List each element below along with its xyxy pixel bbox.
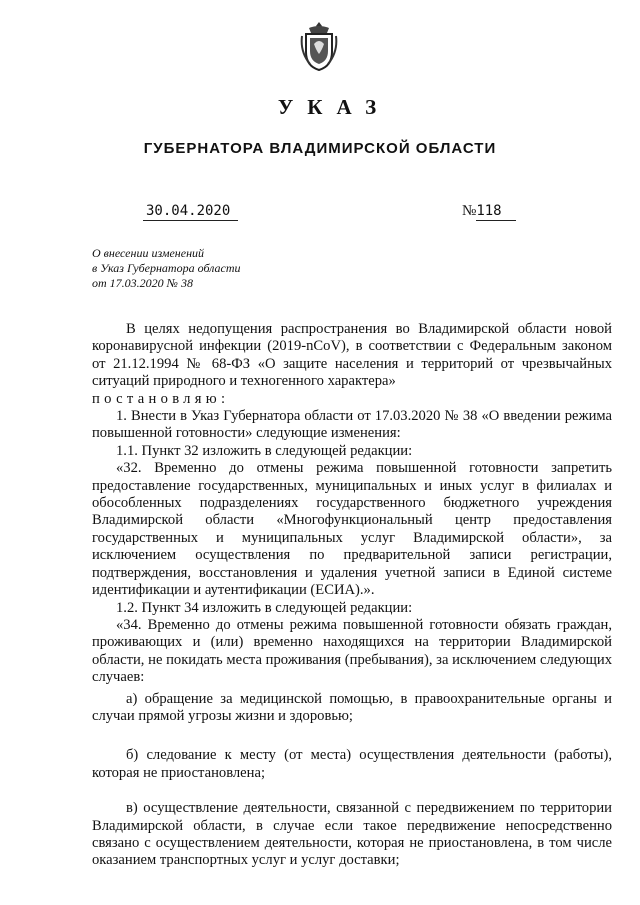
number-prefix: № [462,203,477,219]
case-a: а) обращение за медицинской помощью, в правоохранительные органы и случаи прямой угрозы жизни и здоровью; [92,690,612,724]
number-value: 118 [476,202,516,221]
document-title: УКАЗ [277,95,391,119]
decree-word: постановляю: [92,390,230,407]
subject-line: в Указ Губернатора области [92,261,241,275]
case-v: в) осуществление деятельности, связанной с передвижением по территории Владимирской области, в случае если такое передвижение непосредственно связано с осуществлением деятельности, которая не приостановлена, в том числе оказанием транспортных услуг и услуг доставки; [92,800,612,869]
document-date: 30.04.2020 [143,203,238,221]
subject-line: от 17.03.2020 № 38 [92,276,193,290]
document-body [92,321,612,870]
subject-line: О внесении изменений [92,246,205,260]
item-34: «34. Временно до отмены режима повышенной готовности обязать граждан, проживающих и (или) временно находящихся на территории Владимирской области, не покидать места проживания (пребывания), за исключением следующих случаев: [92,616,612,686]
preamble: В целях недопущения распространения во Владимирской области новой коронавирусной инфекции (2019-nCoV), в соответствии с Федеральным законом от 21.12.1994 № 68-ФЗ «О защите населения и территорий от чрезвычайных ситуаций природного и техногенного характера» [92,321,612,390]
item-1-2: 1.2. Пункт 34 изложить в следующей редакции: [116,599,413,616]
item-32: «32. Временно до отмены режима повышенной готовности запретить предоставление государственных, муниципальных и иных услуг в филиалах и обособленных подразделениях государственного бюджетного учреждения Владимирской области «Многофункциональный центр предоставления государственных и муниципальных услуг Владимирской области», за исключением осуществления по предварительной записи регистрации, подтверждения, восстановления и удаления учетной записи в Единой системе идентификации и аутентификации (ЕСИА).». [92,460,612,599]
case-b: б) следование к месту (от места) осуществления деятельности (работы), которая не приостановлена; [92,747,612,781]
item-1-1: 1.1. Пункт 32 изложить в следующей редакции: [116,442,413,459]
document-number [462,202,516,221]
coat-of-arms-icon [300,20,338,72]
item-1: 1. Внести в Указ Губернатора области от 17.03.2020 № 38 «О введении режима повышенной готовности» следующие изменения: [92,408,612,442]
document-subtitle: ГУБЕРНАТОРА ВЛАДИМИРСКОЙ ОБЛАСТИ [143,140,497,157]
document-subject [92,246,312,291]
